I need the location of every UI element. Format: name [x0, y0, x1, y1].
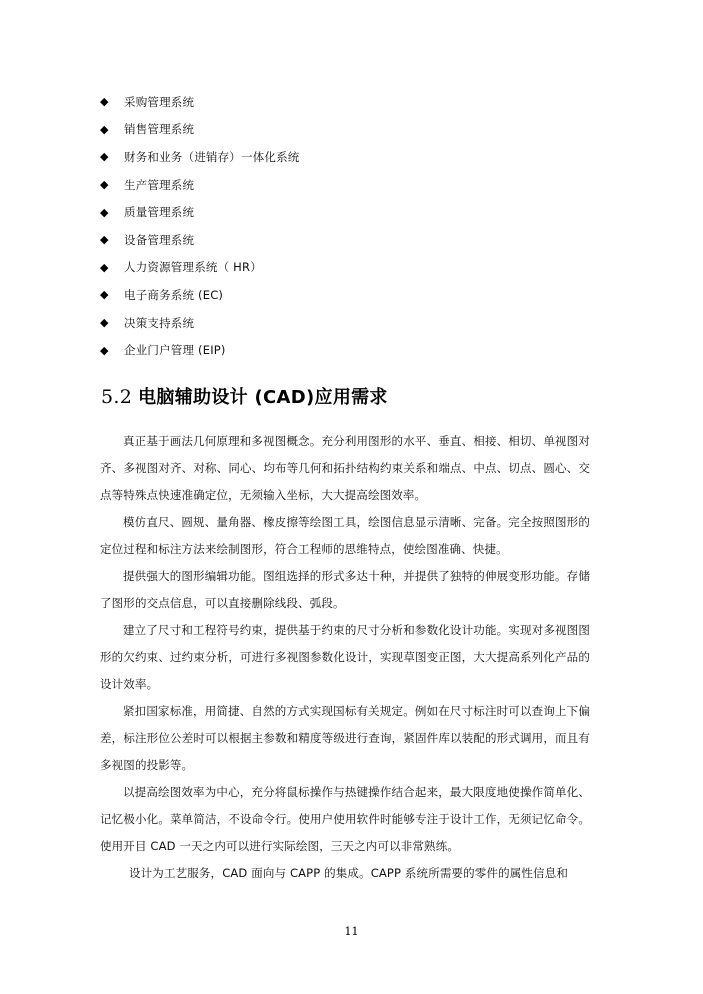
list-item-text: 采购管理系统 [124, 94, 195, 109]
list-item-text: 企业门户管理 (EIP) [124, 343, 226, 358]
body-text [100, 428, 590, 887]
list-item-text: 设备管理系统 [124, 232, 195, 247]
list-item [100, 143, 600, 171]
paragraph: 模仿直尺、圆规、量角器、橡皮擦等绘图工具，绘图信息显示清晰、完备。完全按照图形的定位过程和标注方法来绘制图形，符合工程师的思维特点，使绘图准确、快捷。 [100, 515, 590, 556]
bullet-list [100, 88, 600, 364]
list-item [100, 281, 600, 309]
list-item-text: 决策支持系统 [124, 315, 195, 330]
diamond-bullet-icon: ◆ [100, 95, 109, 109]
list-item [100, 254, 600, 282]
section-heading [101, 383, 388, 409]
diamond-bullet-icon: ◆ [100, 233, 109, 247]
list-item [100, 198, 600, 226]
paragraph: 设计为工艺服务，CAD 面向与 CAPP 的集成。CAPP 系统所需要的零件的属性信息和 [129, 866, 569, 880]
page-number: 11 [344, 925, 359, 938]
paragraph: 提供强大的图形编辑功能。图组选择的形式多达十种，并提供了独特的伸展变形功能。存储了图形的交点信息，可以直接删除线段、弧段。 [100, 569, 590, 610]
diamond-bullet-icon: ◆ [100, 150, 109, 164]
paragraph: 真正基于画法几何原理和多视图概念。充分利用图形的水平、垂直、相接、相切、单视图对齐、多视图对齐、对称、同心、均布等几何和拓扑结构约束关系和端点、中点、切点、圆心、交点等特殊点快速准确定位，无须输入坐标，大大提高绘图效率。 [100, 434, 590, 502]
list-item [100, 226, 600, 254]
diamond-bullet-icon: ◆ [100, 178, 109, 192]
list-item-text: 质量管理系统 [124, 205, 195, 220]
list-item [100, 116, 600, 144]
diamond-bullet-icon: ◆ [100, 316, 109, 330]
paragraph: 建立了尺寸和工程符号约束，提供基于约束的尺寸分析和参数化设计功能。实现对多视图图形的欠约束、过约束分析，可进行多视图参数化设计，实现草图变正图，大大提高系列化产品的设计效率。 [100, 623, 590, 691]
list-item [100, 171, 600, 199]
diamond-bullet-icon: ◆ [100, 343, 109, 357]
list-item [100, 336, 600, 364]
list-item-text: 人力资源管理系统（ HR） [124, 260, 262, 275]
paragraph: 以提高绘图效率为中心，充分将鼠标操作与热键操作结合起来，最大限度地使操作简单化、记忆极小化。菜单简洁，不设命令行。使用户使用软件时能够专注于设计工作，无须记忆命令。使用开目 CAD 一天之内可以进行实际绘图，三天之内可以非常熟练。 [100, 785, 590, 853]
diamond-bullet-icon: ◆ [100, 205, 109, 219]
list-item [100, 309, 600, 337]
section-number: 5.2 [101, 386, 133, 408]
list-item-text: 销售管理系统 [124, 122, 195, 137]
diamond-bullet-icon: ◆ [100, 288, 109, 302]
list-item-text: 电子商务系统 (EC) [124, 287, 224, 302]
section-title: 电脑辅助设计 (CAD)应用需求 [138, 387, 388, 408]
list-item-text: 生产管理系统 [124, 177, 195, 192]
paragraph: 紧扣国家标准，用简捷、自然的方式实现国标有关规定。例如在尺寸标注时可以查询上下偏差，标注形位公差时可以根据主参数和精度等级进行查询，紧固件库以装配的形式调用，而且有多视图的投影等。 [100, 704, 590, 772]
list-item [100, 88, 600, 116]
list-item-text: 财务和业务（进销存）一体化系统 [124, 149, 300, 164]
diamond-bullet-icon: ◆ [100, 260, 109, 274]
diamond-bullet-icon: ◆ [100, 122, 109, 136]
